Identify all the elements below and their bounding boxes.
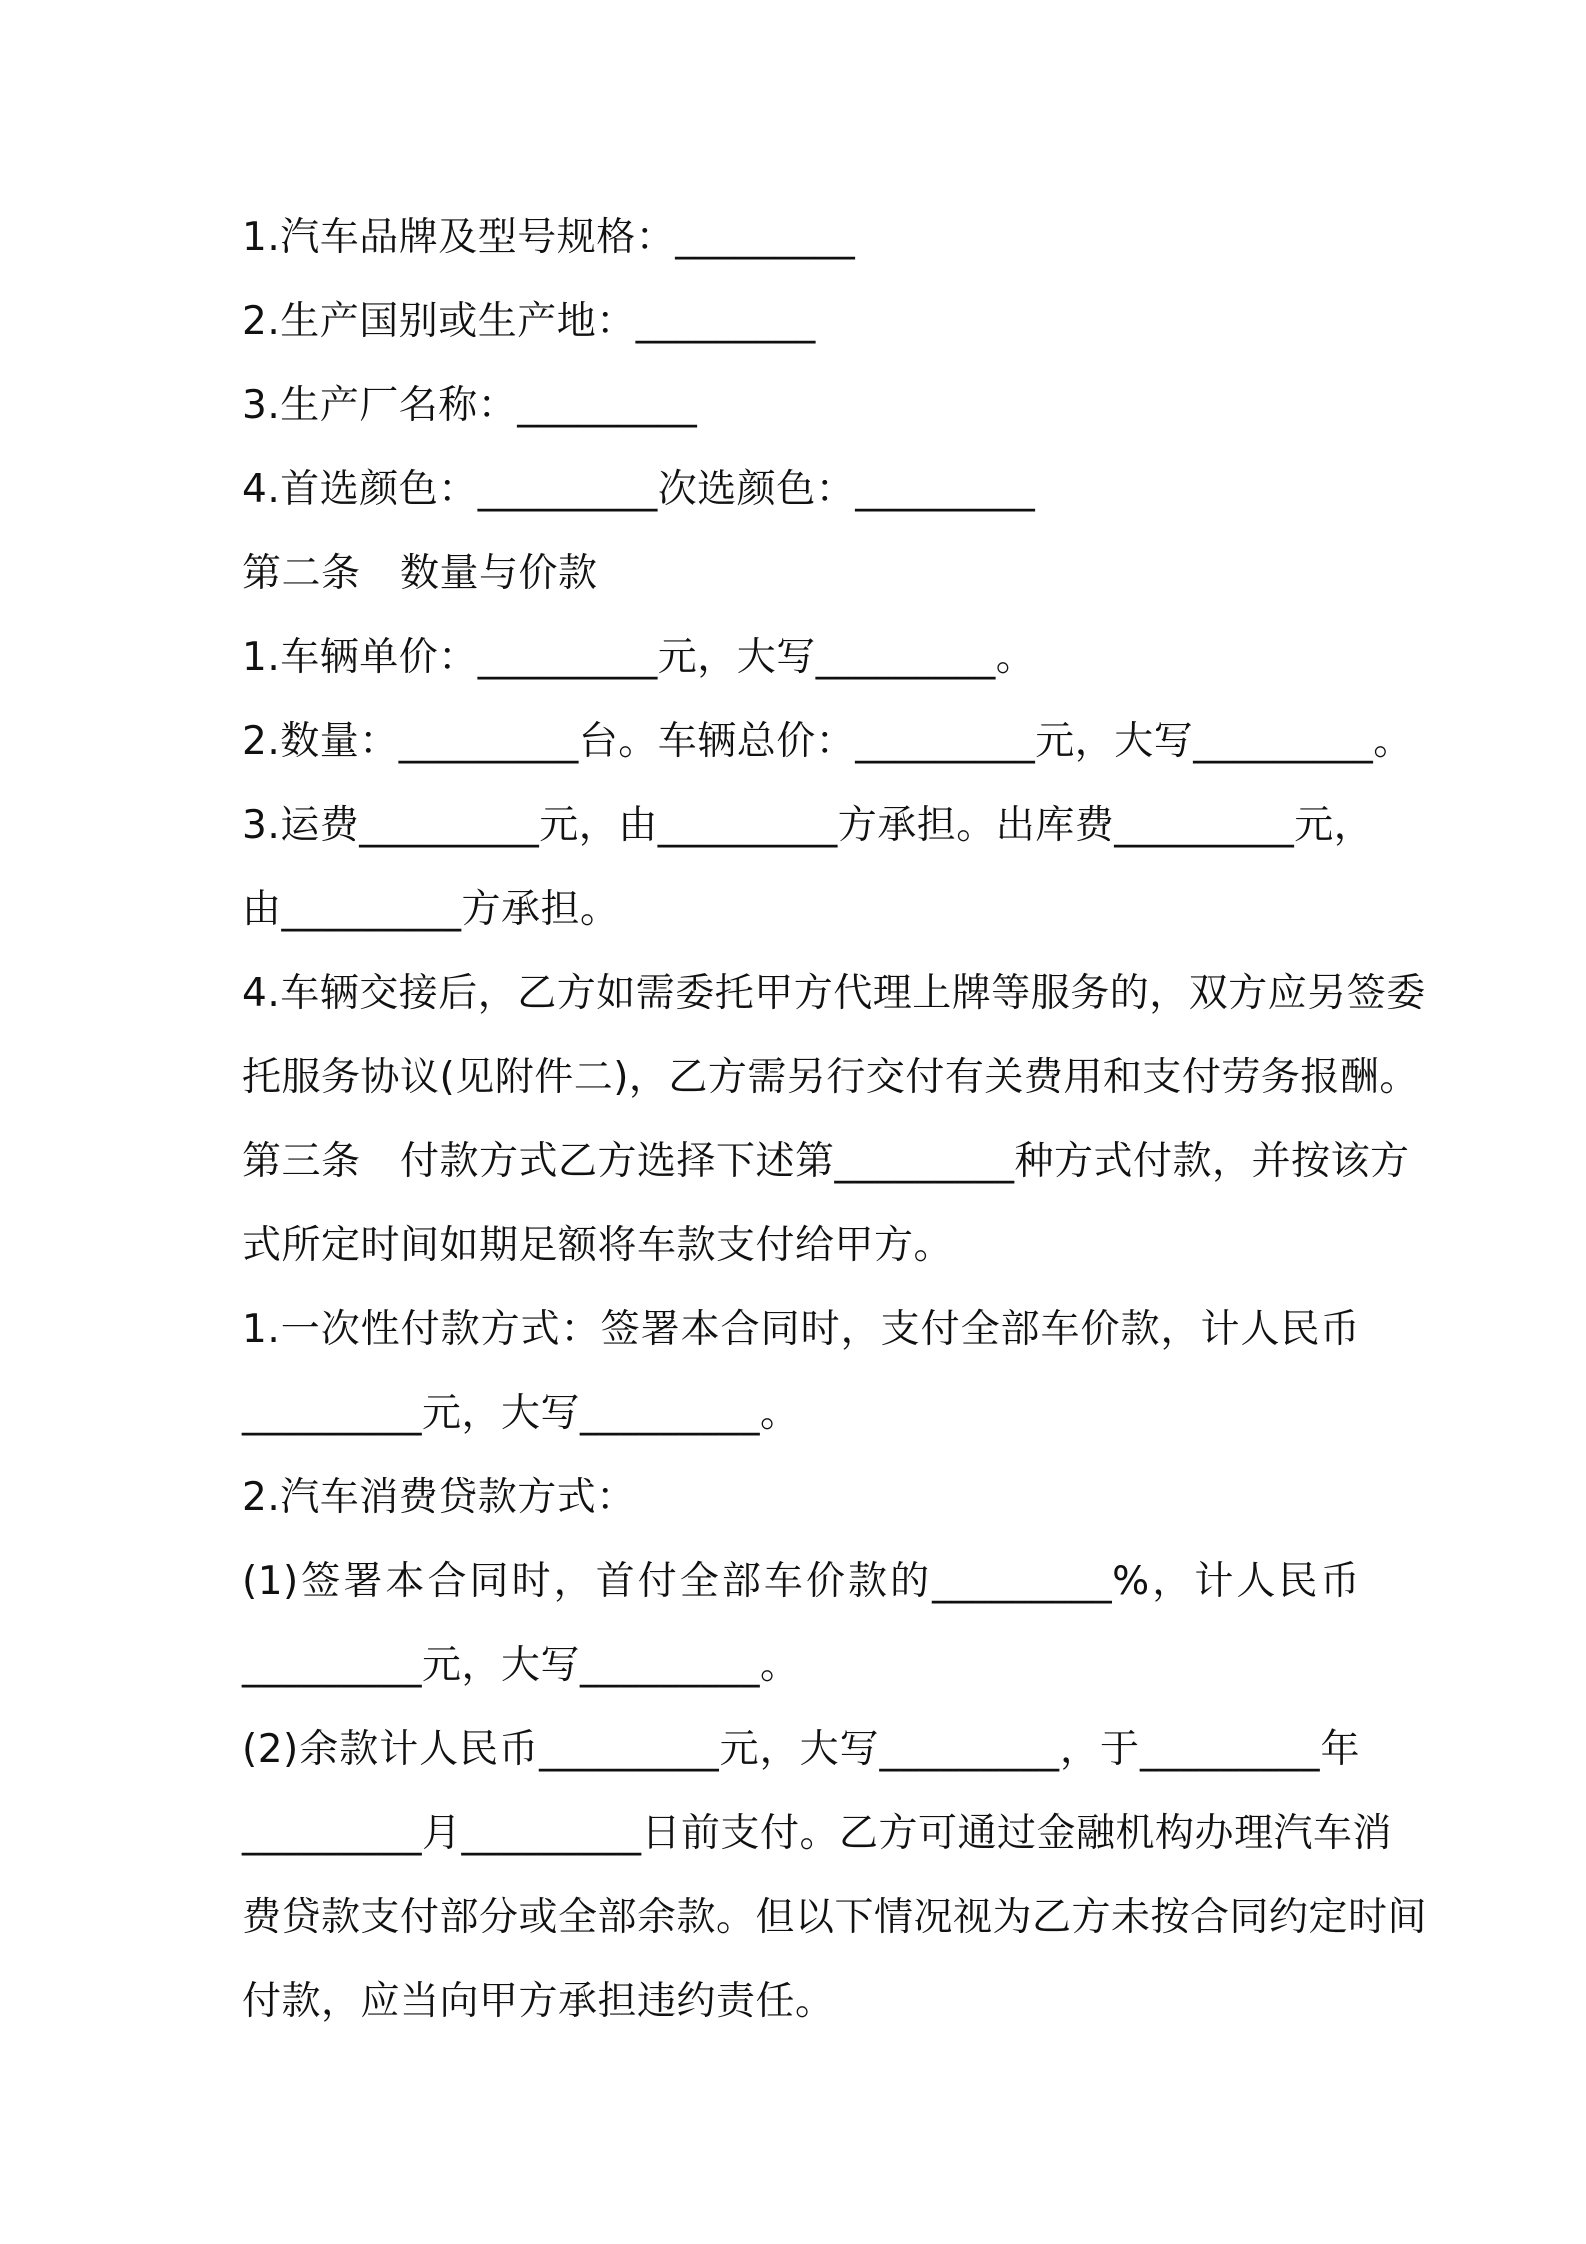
- item-balance-payment-line-1: (2)余款计人民币_________元，大写_________，于_________年: [242, 1727, 1360, 1772]
- item-unit-price: 1.车辆单价：_________元，大写_________。: [242, 635, 1036, 680]
- item-manufacturer-name: 3.生产厂名称：_________: [242, 383, 698, 428]
- item-preferred-colors: 4.首选颜色：_________次选颜色：_________: [242, 467, 1036, 512]
- item-lump-sum-payment-line-1: 1.一次性付款方式：签署本合同时，支付全部车价款，计人民币: [242, 1307, 1360, 1352]
- item-balance-payment-line-3: 费贷款支付部分或全部余款。但以下情况视为乙方未按合同约定时间: [242, 1895, 1428, 1940]
- item-delivery-services-line-2: 托服务协议(见附件二)，乙方需另行交付有关费用和支付劳务报酬。: [242, 1055, 1419, 1100]
- item-freight-fee-line-2: 由_________方承担。: [242, 887, 620, 932]
- item-delivery-services-line-1: 4.车辆交接后，乙方如需委托甲方代理上牌等服务的，双方应另签委: [242, 971, 1426, 1016]
- item-down-payment-line-2: _________元，大写_________。: [242, 1643, 800, 1688]
- item-freight-fee-line-1: 3.运费_________元，由_________方承担。出库费_________元，: [242, 803, 1374, 848]
- item-car-brand-model: 1.汽车品牌及型号规格：_________: [242, 215, 856, 260]
- article-three-heading-line-1: 第三条 付款方式乙方选择下述第_________种方式付款，并按该方: [242, 1139, 1410, 1184]
- item-lump-sum-payment-line-2: _________元，大写_________。: [242, 1391, 800, 1436]
- item-down-payment-line-1: (1)签署本合同时，首付全部车价款的_________%，计人民币: [242, 1559, 1360, 1604]
- item-production-country: 2.生产国别或生产地：_________: [242, 299, 816, 344]
- article-two-heading: 第二条 数量与价款: [242, 551, 598, 596]
- item-balance-payment-line-2: _________月_________日前支付。乙方可通过金融机构办理汽车消: [242, 1811, 1393, 1856]
- item-balance-payment-line-4: 付款，应当向甲方承担违约责任。: [242, 1979, 835, 2024]
- item-consumer-loan-heading: 2.汽车消费贷款方式：: [242, 1475, 636, 1520]
- item-quantity-total-price: 2.数量：_________台。车辆总价：_________元，大写_________。: [242, 719, 1413, 764]
- article-three-heading-line-2: 式所定时间如期足额将车款支付给甲方。: [242, 1223, 954, 1268]
- contract-text-body: [242, 196, 1428, 2044]
